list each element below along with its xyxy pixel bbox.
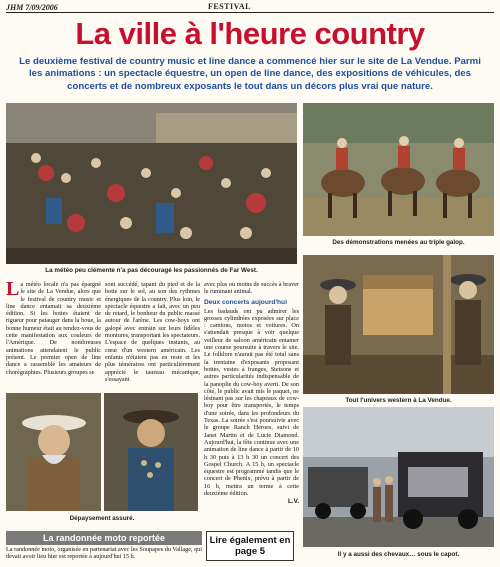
subhead: Deux concerts aujourd'hui xyxy=(204,298,287,306)
horses-photo xyxy=(303,103,494,236)
caption-deguisement: Dépaysement assuré. xyxy=(69,515,135,522)
trucks-photo xyxy=(303,407,494,547)
article-col-1 xyxy=(6,278,101,376)
deck: Le deuxième festival de country music et line dance a commencé hier sur le site de La Vendue. Parmi les animations : un spectacle équestre, un open de line dance, des expositions de véhicules, des concerts et de nombreux exposants le tout dans un décors plus vrai que nature. xyxy=(19,56,481,92)
article-col-2 xyxy=(105,281,200,383)
costume-photo-left xyxy=(6,393,101,511)
paper-date: JHM 7/09/2006 xyxy=(6,3,58,12)
caption-horses: Des démonstrations menées au triple galop. xyxy=(332,239,465,246)
article-col-3 xyxy=(204,281,299,505)
article-text-3b: Les badauds ont pu admirer les grosses cylindrées exposées sur place : camions, motos et voitures. On s'attendait presque à voir quelque veilleur de saloon américain entamer une course poursuite à travers le site. Le folklore n'aurait pas été total sans la trentaine d'exposants proposant bottes, vestes à franges, Stetsons et autres particularités indispensable de la panoplie du cow-boy averti. De son côté, le public avait mis le paquet, ne lésinant pas sur les chapeaux de cow-boy pour être transportés, le temps d'une soirée, dans les profondeurs du Texas. La soirée s'est poursuivie avec le groupe Ranch Heroes, suivi de Janet Martin et de Lucie Diamond. Aujourd'hui, la fête continue avec une animation de line dance à partir de 10 h 30 puis à 13 h 30 un concert des Gospel Church. A 15 h, un spectacle équestre est programmé tandis que le concert de Phenix, prévu à partir de 16 h, mettra un terme à cette deuxième édition. xyxy=(204,307,299,498)
sidebar-text: La randonnée moto, organisée en partenariat avec les Soupapes du Vallage, qui devait avoir lieu hier est reportée à aujourd'hui 15 h. xyxy=(6,546,202,561)
signature: L.V. xyxy=(288,498,299,506)
section-label: FESTIVAL xyxy=(208,2,251,11)
western-photo xyxy=(303,255,494,394)
header-rule xyxy=(6,12,494,13)
headline: La ville à l'heure country xyxy=(75,16,425,51)
costume-photo-right xyxy=(104,393,198,511)
article-text-1: a météo locale n'a pas épargné le site de La Vendue, alors que le festival de country music et line dance entamait sa deuxième édition. Si les bottes étaient de rigueur pour patauger dans la boue, la bonne humeur était au rendez-vous de cette manifestation aux couleurs de l'Amérique. De nombreuses animations attendaient le public présent. Le premier open de line dance a rassemblé les amateurs de chorégraphies. Plusieurs groupes se xyxy=(6,281,101,376)
caption-western: Tout l'univers western à La Vendue. xyxy=(345,397,452,404)
dropcap: L xyxy=(6,278,20,300)
article-text-2: sont succédé, tapant du pied et de la botte sur le sol, au son des rythmes énergiques de la country. Plus loin, le spectacle équestre a fait, avec un peu de retard, le bonheur du public massé autour de l'arène. Les cow-boys ont galopé avec entrain sur leurs fidèles montures, transportant les spectateurs. L'espace de quelques instants, au cœur d'un western américain. Les enfants n'étaient pas en reste et les plus téméraires ont particulièrement apprécié le taureau mécanique, s'essayant xyxy=(105,281,200,383)
caption-crowd: La météo peu clémente n'a pas découragé les passionnés de Far West. xyxy=(45,267,258,274)
article-text-3a: avec plus ou moins de succès à braver le ruminant animal. xyxy=(204,281,299,296)
sidebar-title: La randonnée moto reportée xyxy=(6,531,202,545)
crowd-photo xyxy=(6,103,297,264)
see-also-box: Lire également en page 5 xyxy=(206,531,294,561)
caption-trucks: Il y a aussi des chevaux… sous le capot. xyxy=(337,551,460,558)
